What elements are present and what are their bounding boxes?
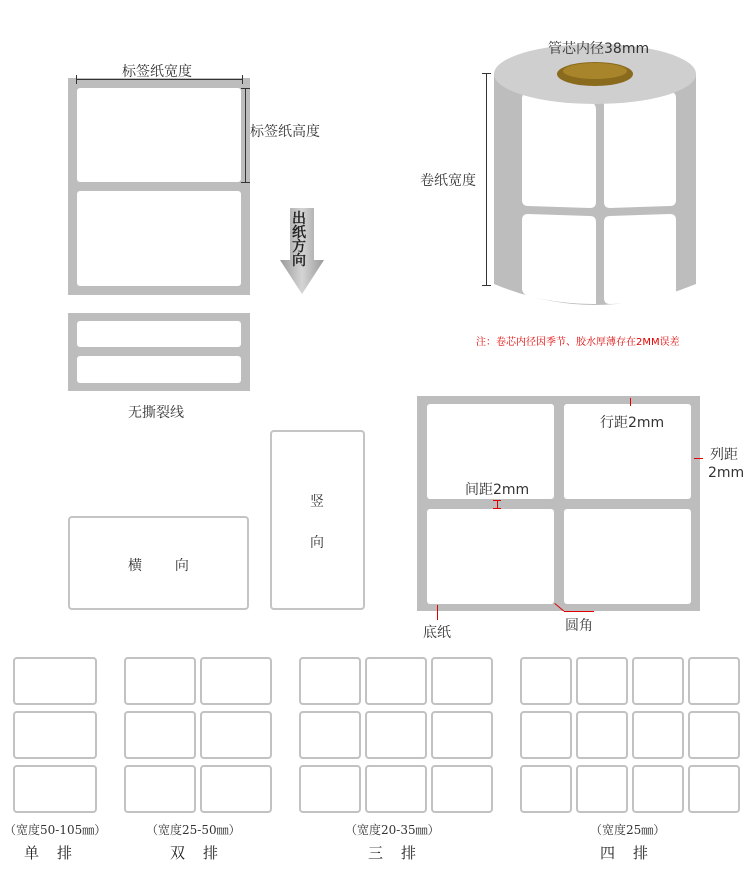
- triple-cell: [431, 765, 493, 813]
- quad-cell: [576, 657, 628, 705]
- quad-cell: [576, 765, 628, 813]
- double-cell: [200, 657, 272, 705]
- triple-cell: [365, 765, 427, 813]
- inner-gap-marker-stem: [497, 500, 498, 508]
- horizontal-text: 横 向: [128, 558, 197, 574]
- height-dimension-tick-bottom: [241, 182, 250, 183]
- quad-cell: [632, 711, 684, 759]
- height-dimension-tick-top: [241, 88, 250, 89]
- quad-cell: [688, 657, 740, 705]
- col-gap-text-2: 2mm: [708, 465, 745, 481]
- paper-direction-text: 出纸方向: [292, 211, 306, 269]
- triple-cell: [365, 711, 427, 759]
- vertical-text-bottom: 向: [310, 535, 324, 551]
- double-cell: [200, 711, 272, 759]
- label-height-text: 标签纸高度: [250, 124, 320, 140]
- quad-name: 四排: [600, 844, 667, 862]
- quad-cell: [688, 765, 740, 813]
- roll-width-text: 卷纸宽度: [420, 173, 476, 189]
- triple-cell: [431, 657, 493, 705]
- quad-cell: [520, 711, 572, 759]
- quad-cell: [576, 711, 628, 759]
- label-2: [77, 191, 241, 286]
- col-gap-text-1: 列距: [710, 447, 738, 463]
- inner-gap-text: 间距2mm: [465, 482, 530, 498]
- quad-cell: [632, 765, 684, 813]
- vertical-label-box: [270, 430, 365, 610]
- corner-marker-tail: [564, 611, 594, 612]
- liner-marker: [437, 605, 438, 620]
- width-dimension-tick-right: [242, 75, 243, 84]
- triple-cell: [299, 711, 361, 759]
- corner-text: 圆角: [565, 618, 593, 634]
- roll-width-tick-bottom: [482, 285, 491, 286]
- roll-width-tick-top: [482, 73, 491, 74]
- single-width-note: （宽度50-105㎜）: [4, 823, 107, 837]
- quad-cell: [520, 657, 572, 705]
- spacing-label-4: [564, 509, 691, 604]
- no-tear-label-1: [77, 321, 241, 347]
- single-cell: [13, 657, 97, 705]
- quad-cell: [520, 765, 572, 813]
- label-roll-illustration: [480, 36, 710, 316]
- triple-cell: [299, 765, 361, 813]
- double-cell: [200, 765, 272, 813]
- core-diameter-text: 管芯内径38mm: [548, 41, 650, 57]
- row-gap-marker: [630, 398, 631, 406]
- no-tear-text: 无撕裂线: [128, 405, 184, 421]
- triple-width-note: （宽度20-35㎜）: [345, 823, 440, 837]
- quad-cell: [632, 657, 684, 705]
- triple-cell: [299, 657, 361, 705]
- triple-name: 三排: [368, 844, 435, 862]
- col-gap-marker: [694, 458, 703, 459]
- vertical-text-top: 竖: [310, 494, 324, 510]
- double-width-note: （宽度25-50㎜）: [146, 823, 241, 837]
- roll-note-text: 注：卷芯内径因季节、胶水厚薄存在2MM误差: [476, 337, 680, 348]
- double-cell: [124, 765, 196, 813]
- triple-cell: [431, 711, 493, 759]
- quad-width-note: （宽度25㎜）: [590, 823, 666, 837]
- triple-cell: [365, 657, 427, 705]
- double-cell: [124, 711, 196, 759]
- single-cell: [13, 711, 97, 759]
- label-width-text: 标签纸宽度: [122, 64, 192, 80]
- double-name: 双排: [170, 844, 237, 862]
- liner-text: 底纸: [423, 625, 451, 641]
- single-cell: [13, 765, 97, 813]
- spacing-label-3: [427, 509, 554, 604]
- width-dimension-tick-left: [76, 75, 77, 84]
- label-1: [77, 88, 241, 182]
- row-gap-text: 行距2mm: [600, 415, 665, 431]
- no-tear-label-2: [77, 356, 241, 383]
- height-dimension-line: [245, 88, 246, 183]
- roll-width-dimension-line: [486, 73, 487, 286]
- single-name: 单排: [24, 844, 91, 862]
- double-cell: [124, 657, 196, 705]
- quad-cell: [688, 711, 740, 759]
